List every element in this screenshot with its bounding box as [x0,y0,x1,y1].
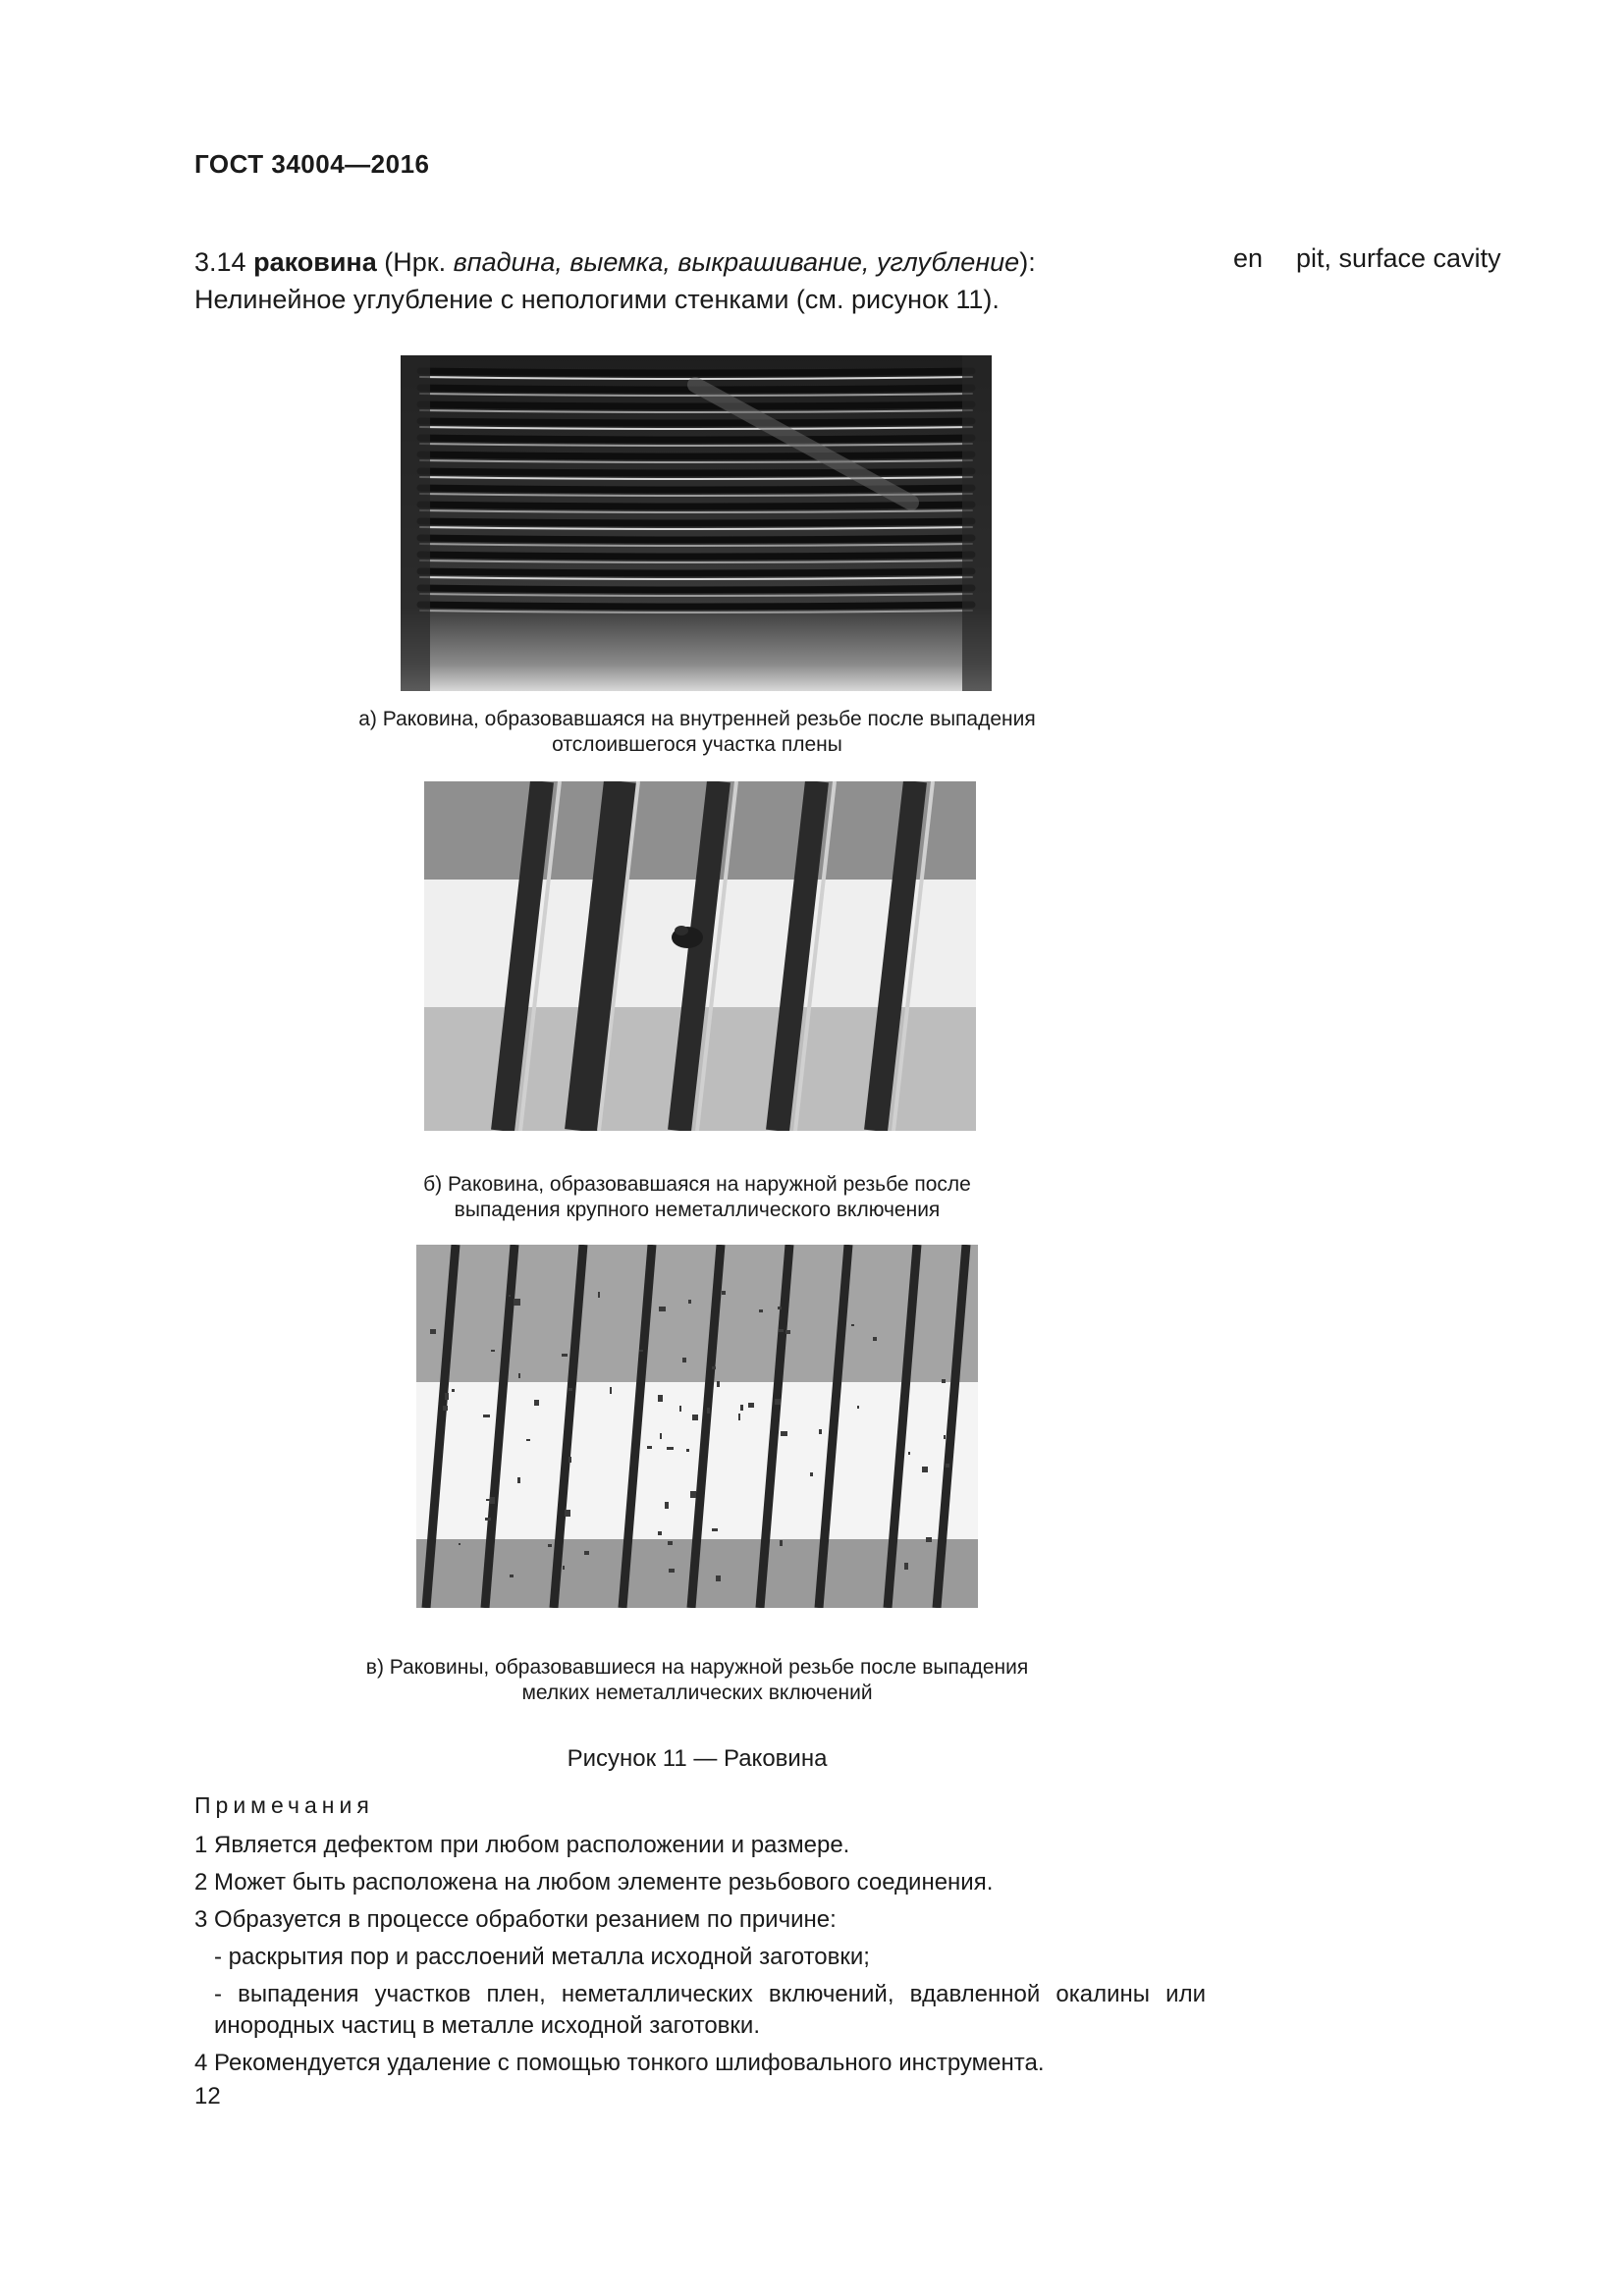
caption-a [295,707,1100,758]
photo-external-thread-small-pits [416,1245,978,1608]
caption-a-line1: а) Раковина, образовавшаяся на внутренней резьбе после выпадения [358,708,1036,730]
caption-b [295,1172,1100,1223]
caption-b-line1: б) Раковина, образовавшаяся на наружной резьбе после [423,1173,971,1196]
photo-external-thread-large-pit [424,781,976,1131]
en-term: pit, surface cavity [1296,243,1501,273]
caption-c [295,1655,1100,1706]
en-language-code: en [1233,243,1264,273]
term-number: 3.14 [194,247,246,277]
note-3: 3 Образуется в процессе обработки резанием по причине: [194,1906,837,1933]
photo-internal-thread [401,355,992,691]
page-number: 12 [194,2083,221,2109]
term-definition-text: Нелинейное углубление с непологими стенками (см. рисунок 11). [194,285,1000,314]
term-definition [194,243,1186,318]
note-4: 4 Рекомендуется удаление с помощью тонкого шлифовального инструмента. [194,2050,1045,2076]
notes-heading: Примечания [194,1792,374,1818]
caption-a-line2: отслоившегося участка плены [552,733,842,756]
document-header: ГОСТ 34004—2016 [194,149,430,179]
term-synonyms-suffix: ): [1019,247,1036,277]
caption-c-line2: мелких неметаллических включений [521,1682,873,1704]
note-3-subitem-1: - раскрытия пор и расслоений металла исходной заготовки; [214,1944,870,1970]
note-3-subitem-2: - выпадения участков плен, неметаллических включений, вдавленной окалины или инородных частиц в металле исходной заготовки. [214,1981,1206,2039]
caption-b-line2: выпадения крупного неметаллического включения [454,1199,941,1221]
figure-title: Рисунок 11 — Раковина [567,1745,828,1772]
term-synonyms: впадина, выемка, выкрашивание, углубление [453,247,1020,277]
note-2: 2 Может быть расположена на любом элементе резьбового соединения. [194,1869,994,1896]
note-1: 1 Является дефектом при любом расположении и размере. [194,1832,850,1858]
term-name: раковина [253,247,377,277]
term-synonyms-prefix: (Нрк. [384,247,447,277]
caption-c-line1: в) Раковины, образовавшиеся на наружной резьбе после выпадения [365,1656,1029,1679]
